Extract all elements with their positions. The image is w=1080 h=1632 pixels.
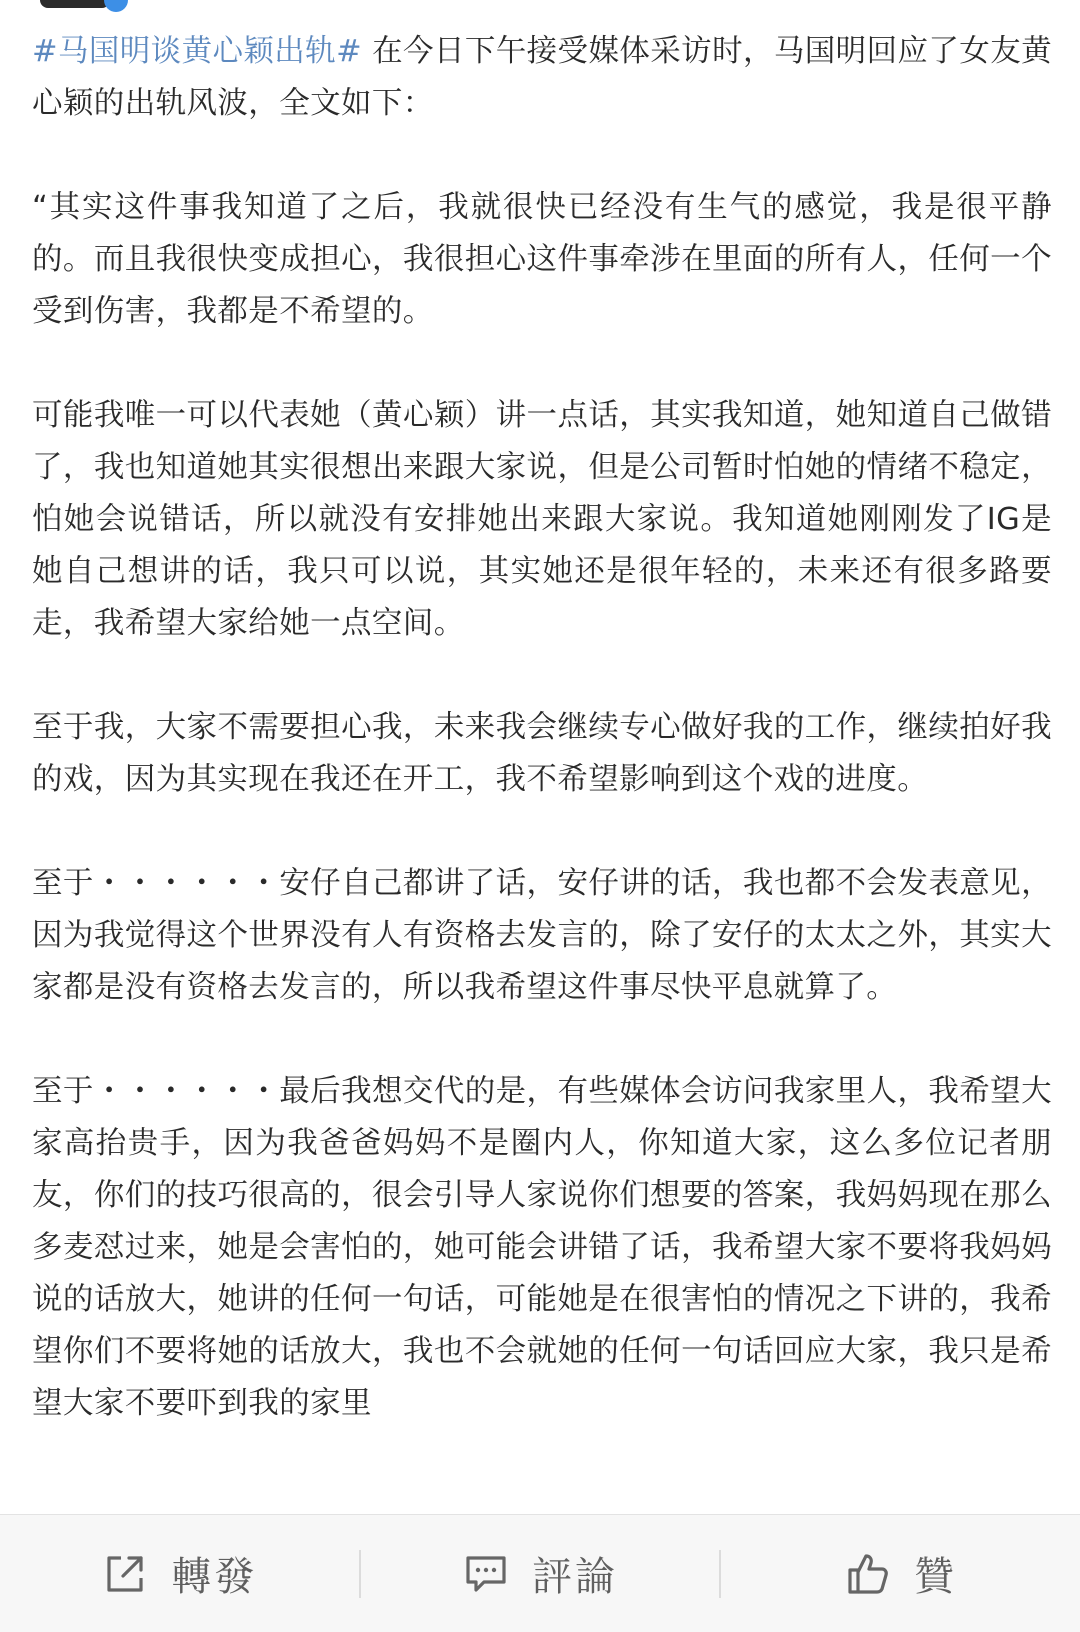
like-label: 贊 <box>914 1554 958 1600</box>
header-fragment <box>0 0 1080 14</box>
verified-badge-icon <box>104 0 128 12</box>
post-paragraph-text: 在今日下午接受媒体采访时，马国明回应了女友黄心颖的出轨风波，全文如下： <box>32 34 1052 121</box>
post-paragraph: 可能我唯一可以代表她（黄心颖）讲一点话，其实我知道，她知道自己做错了，我也知道她其实很想出来跟大家说，但是公司暂时怕她的情绪不稳定，怕她会说错话，所以就没有安排她出来跟大家说。我知道她刚刚发了IG是她自己想讲的话，我只可以说，其实她还是很年轻的，未来还有很多路要走，我希望大家给她一点空间。 <box>32 398 1052 641</box>
comment-button[interactable] <box>361 1515 720 1632</box>
share-out-icon <box>101 1550 149 1598</box>
avatar[interactable] <box>40 0 110 8</box>
action-bar <box>0 1514 1080 1632</box>
post-content <box>32 26 1052 1514</box>
post-paragraph: 至于・・・・・・安仔自己都讲了话，安仔讲的话，我也都不会发表意见，因为我觉得这个世界没有人有资格去发言的，除了安仔的太太之外，其实大家都是没有资格去发言的，所以我希望这件事尽快平息就算了。 <box>32 866 1052 1005</box>
repost-button[interactable] <box>0 1515 359 1632</box>
hashtag-link[interactable]: #马国明谈黄心颖出轨# <box>32 34 363 69</box>
post-paragraph <box>32 26 1052 130</box>
post-paragraph: 至于・・・・・・最后我想交代的是，有些媒体会访问我家里人，我希望大家高抬贵手，因为我爸爸妈妈不是圈内人，你知道大家，这么多位记者朋友，你们的技巧很高的，很会引导人家说你们想要的答案，我妈妈现在那么多麦怼过来，她是会害怕的，她可能会讲错了话，我希望大家不要将我妈妈说的话放大，她讲的任何一句话，可能她是在很害怕的情况之下讲的，我希望你们不要将她的话放大，我也不会就她的任何一句话回应大家，我只是希望大家不要吓到我的家里 <box>32 1074 1052 1421</box>
like-button[interactable] <box>721 1515 1080 1632</box>
thumbs-up-icon <box>844 1550 892 1598</box>
post-paragraph: 至于我，大家不需要担心我，未来我会继续专心做好我的工作，继续拍好我的戏，因为其实现在我还在开工，我不希望影响到这个戏的进度。 <box>32 710 1052 797</box>
comment-bubble-icon <box>462 1550 510 1598</box>
comment-label: 評論 <box>532 1554 618 1600</box>
post-paragraph: “其实这件事我知道了之后，我就很快已经没有生气的感觉，我是很平静的。而且我很快变成担心，我很担心这件事牵涉在里面的所有人，任何一个受到伤害，我都是不希望的。 <box>32 190 1052 329</box>
repost-label: 轉發 <box>171 1554 258 1600</box>
